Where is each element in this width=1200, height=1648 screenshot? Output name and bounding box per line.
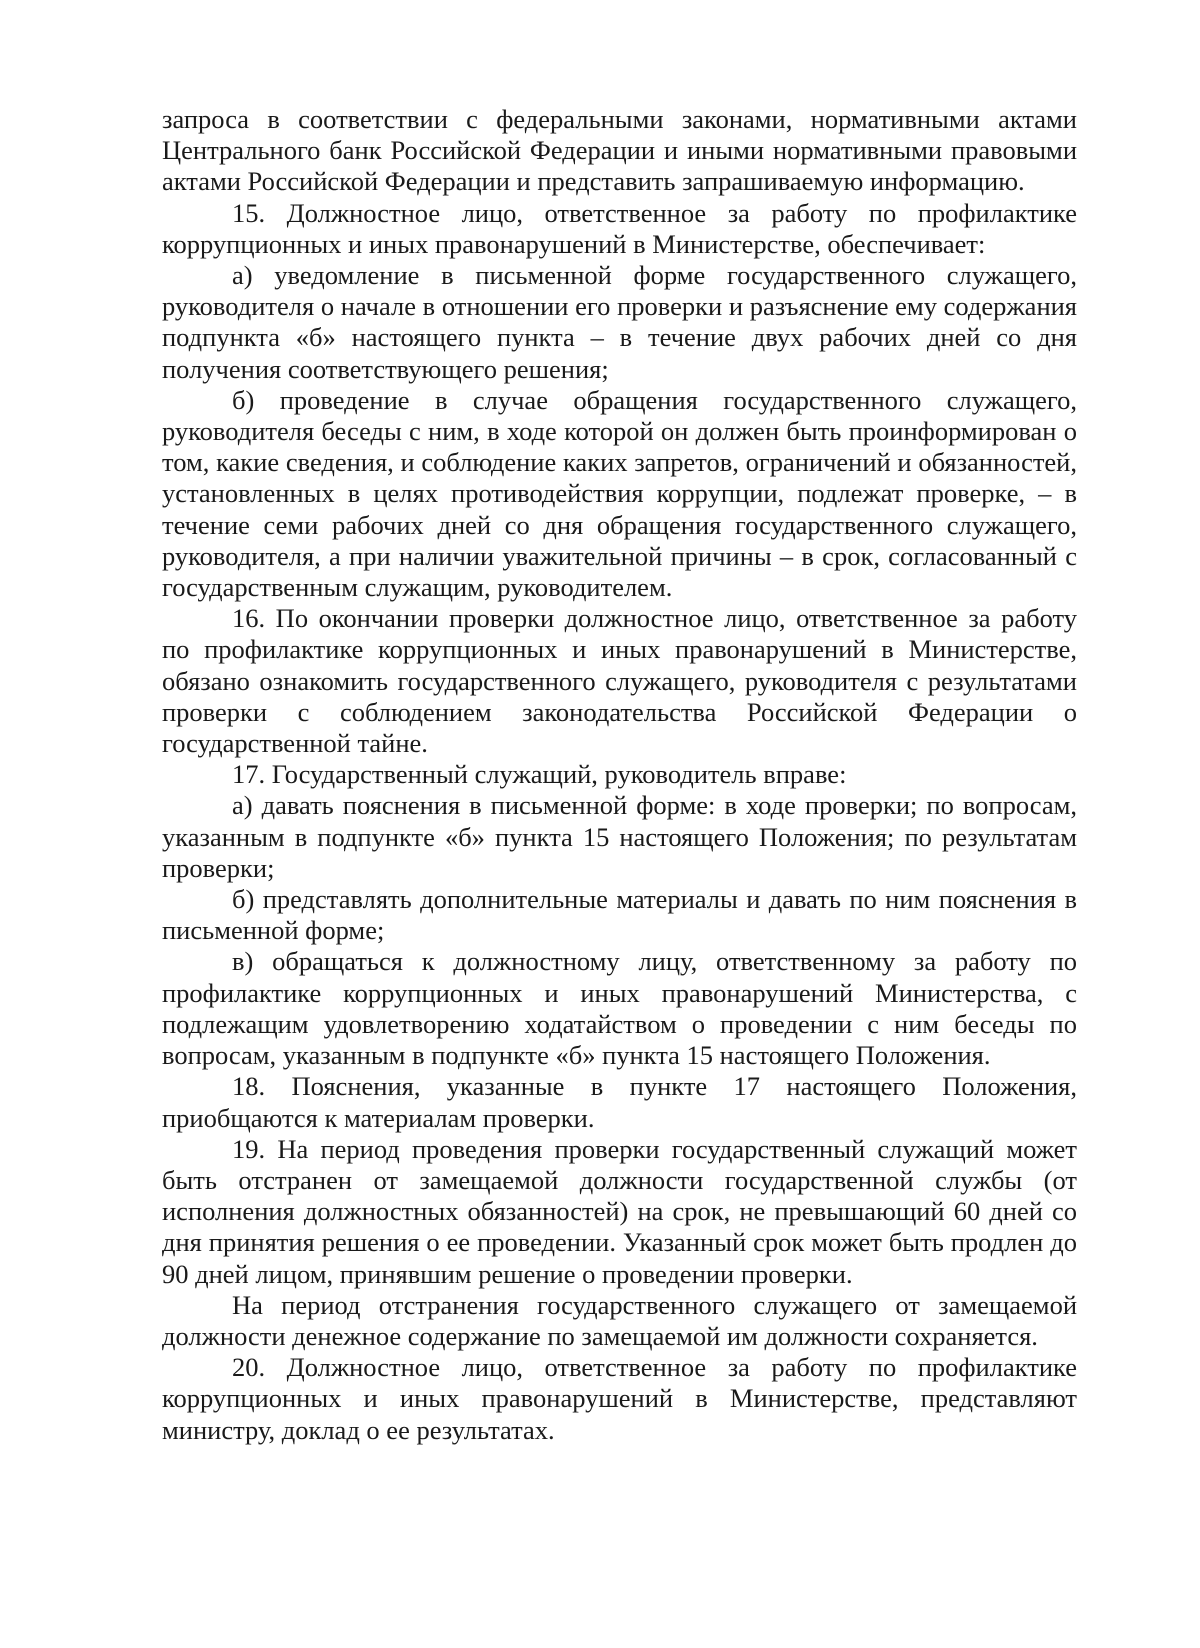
paragraph-17-v: в) обращаться к должностному лицу, ответственному за работу по профилактике коррупционных и иных правонарушений Министерства, с подлежащим удовлетворению ходатайством о проведении с ним беседы по вопросам, указанным в подпункте «б» пункта 15 настоящего Положения.	[162, 946, 1077, 1071]
paragraph-17-b: б) представлять дополнительные материалы и давать по ним пояснения в письменной форме;	[162, 884, 1077, 946]
paragraph-17-a: а) давать пояснения в письменной форме: в ходе проверки; по вопросам, указанным в подпункте «б» пункта 15 настоящего Положения; по результатам проверки;	[162, 790, 1077, 883]
paragraph-20: 20. Должностное лицо, ответственное за работу по профилактике коррупционных и иных правонарушений в Министерстве, представляют министру, доклад о ее результатах.	[162, 1352, 1077, 1445]
paragraph-15-b: б) проведение в случае обращения государственного служащего, руководителя беседы с ним, в ходе которой он должен быть проинформирован о том, какие сведения, и соблюдение каких запретов, ограничений и обязанностей, установленных в целях противодействия коррупции, подлежат проверке, – в течение семи рабочих дней со дня обращения государственного служащего, руководителя, а при наличии уважительной причины – в срок, согласованный с государственным служащим, руководителем.	[162, 384, 1077, 603]
paragraph-16: 16. По окончании проверки должностное лицо, ответственное за работу по профилактике коррупционных и иных правонарушений в Министерстве, обязано ознакомить государственного служащего, руководителя с результатами проверки с соблюдением законодательства Российской Федерации о государственной тайне.	[162, 603, 1077, 759]
paragraph-15: 15. Должностное лицо, ответственное за работу по профилактике коррупционных и иных правонарушений в Министерстве, обеспечивает:	[162, 197, 1077, 259]
paragraph-19-continued: На период отстранения государственного служащего от замещаемой должности денежное содержание по замещаемой им должности сохраняется.	[162, 1289, 1077, 1351]
paragraph-15-a: а) уведомление в письменной форме государственного служащего, руководителя о начале в отношении его проверки и разъяснение ему содержания подпункта «б» настоящего пункта – в течение двух рабочих дней со дня получения соответствующего решения;	[162, 260, 1077, 384]
paragraph-17: 17. Государственный служащий, руководитель вправе:	[232, 759, 847, 790]
document-page	[162, 104, 1077, 1446]
paragraph-19: 19. На период проведения проверки государственный служащий может быть отстранен от замещаемой должности государственной службы (от исполнения должностных обязанностей) на срок, не превышающий 60 дней со дня принятия решения о ее проведении. Указанный срок может быть продлен до 90 дней лицом, принявшим решение о проведении проверки.	[162, 1133, 1077, 1289]
paragraph-continuation: запроса в соответствии с федеральными законами, нормативными актами Центрального банк Российской Федерации и иными нормативными правовыми актами Российской Федерации и представить запрашиваемую информацию.	[162, 104, 1077, 197]
paragraph-18: 18. Пояснения, указанные в пункте 17 настоящего Положения, приобщаются к материалам проверки.	[162, 1071, 1077, 1133]
